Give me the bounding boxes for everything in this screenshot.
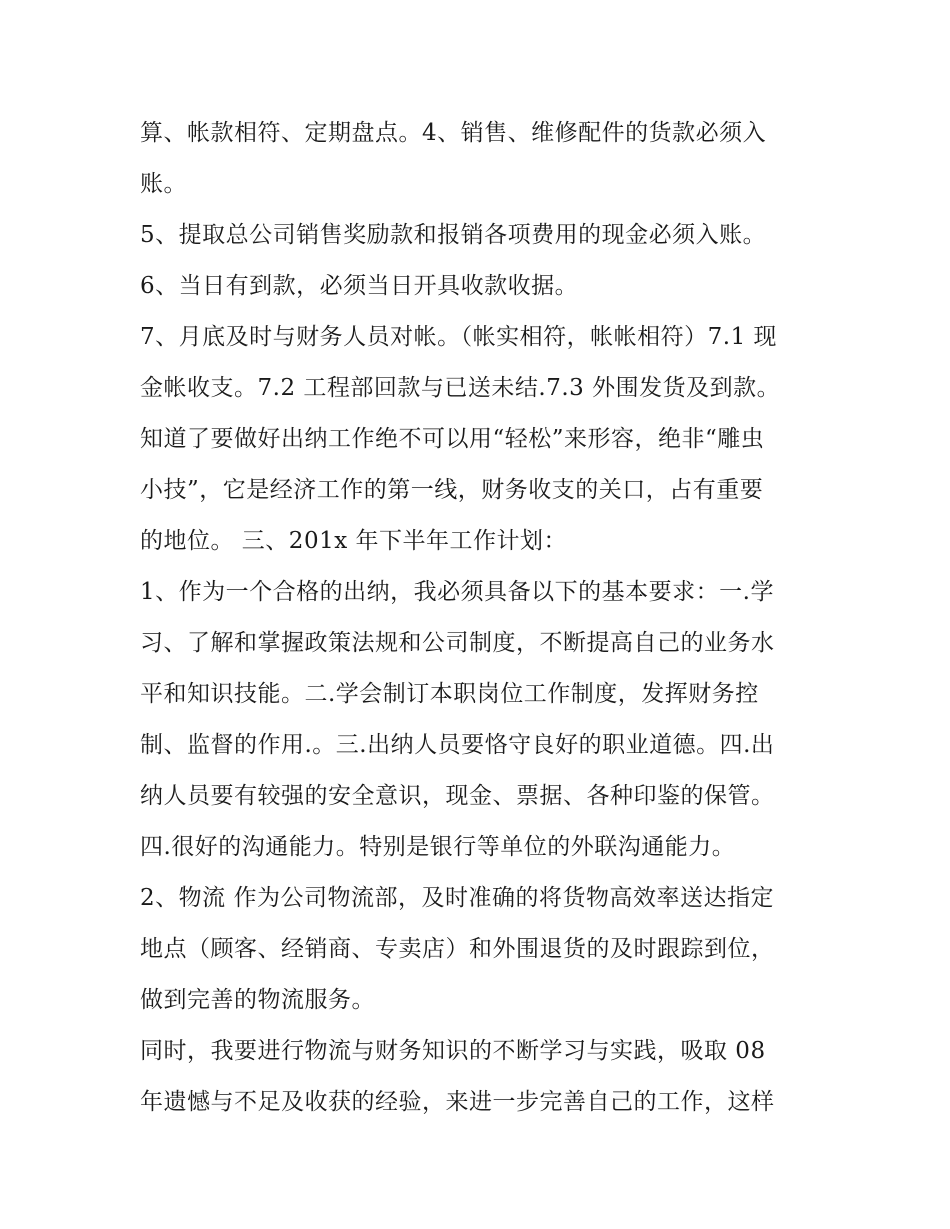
text-line: 6、当日有到款，必须当日开具收款收据。 bbox=[140, 273, 579, 299]
text-line: 四.很好的沟通能力。特别是银行等单位的外联沟通能力。 bbox=[140, 834, 736, 860]
text-line: 年遗憾与不足及收获的经验，来进一步完善自己的工作，这样 bbox=[140, 1089, 775, 1115]
text-line: 金帐收支。7.2 工程部回款与已送未结.7.3 外围发货及到款。 bbox=[140, 375, 781, 401]
text-line: 小技”，它是经济工作的第一线，财务收支的关口，占有重要 bbox=[140, 477, 764, 503]
text-line: 地点（顾客、经销商、专卖店）和外围退货的及时跟踪到位， bbox=[140, 936, 775, 962]
text-line: 知道了要做好出纳工作绝不可以用“轻松”来形容，绝非“雕虫 bbox=[140, 426, 765, 452]
text-line: 2、物流 作为公司物流部，及时准确的将货物高效率送达指定 bbox=[140, 885, 774, 911]
text-line: 7、月底及时与财务人员对帐。（帐实相符，帐帐相符）7.1 现 bbox=[140, 324, 778, 350]
document-body bbox=[140, 108, 820, 1128]
text-line: 做到完善的物流服务。 bbox=[140, 987, 375, 1013]
text-line: 纳人员要有较强的安全意识，现金、票据、各种印鉴的保管。 bbox=[140, 783, 775, 809]
text-line: 的地位。 三、201x 年下半年工作计划： bbox=[140, 528, 567, 554]
text-line: 习、了解和掌握政策法规和公司制度，不断提高自己的业务水 bbox=[140, 630, 775, 656]
text-line: 1、作为一个合格的出纳，我必须具备以下的基本要求：一.学 bbox=[140, 579, 774, 605]
text-line: 平和知识技能。二.学会制订本职岗位工作制度，发挥财务控 bbox=[140, 681, 759, 707]
text-line: 算、帐款相符、定期盘点。4、销售、维修配件的货款必须入 bbox=[140, 120, 767, 146]
text-line: 账。 bbox=[140, 171, 187, 197]
text-line: 制、监督的作用.。三.出纳人员要恪守良好的职业道德。四.出 bbox=[140, 732, 775, 758]
text-line: 5、提取总公司销售奖励款和报销各项费用的现金必须入账。 bbox=[140, 222, 767, 248]
text-line: 同时，我要进行物流与财务知识的不断学习与实践，吸取 08 bbox=[140, 1038, 766, 1064]
